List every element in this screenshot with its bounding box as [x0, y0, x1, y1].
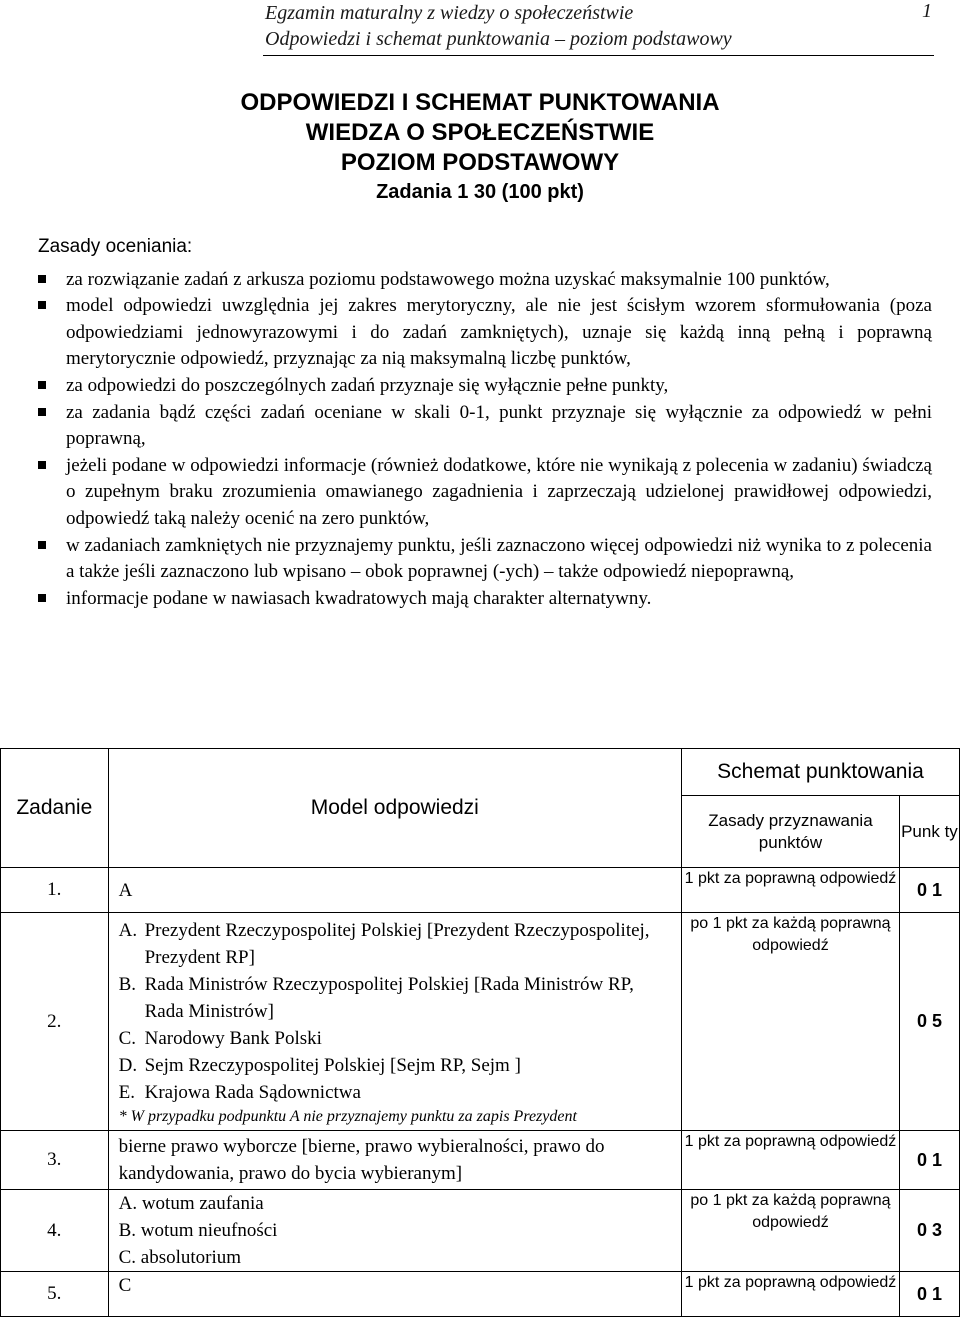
- page-number: 1: [922, 0, 932, 22]
- answers-table: [0, 748, 960, 1317]
- points-range: 0 5: [899, 913, 959, 1131]
- task-number: 4.: [1, 1190, 109, 1272]
- answer-option: B. Rada Ministrów Rzeczypospolitej Polskiej [Rada Ministrów RP, Rada Ministrów]: [118, 974, 634, 1022]
- scoring-rule: po 1 pkt za każdą poprawną odpowiedź: [682, 1190, 900, 1272]
- points-range: 0 1: [899, 1272, 959, 1317]
- answer-option: A. Prezydent Rzeczypospolitej Polskiej [Prezydent Rzeczypospolitej, Prezydent RP]: [118, 920, 650, 968]
- square-bullet-icon: [38, 381, 46, 389]
- table-row: [1, 1190, 960, 1272]
- rule-item: za zadania bądź części zadań oceniane w skali 0-1, punkt przyznaje się wyłącznie za odpowiedź w pełni poprawną,: [38, 400, 932, 453]
- level-title: POZIOM PODSTAWOWY: [340, 149, 620, 176]
- tasks-range: Zadania 1 30 (100 pkt): [376, 181, 584, 203]
- table-row: [1, 1131, 960, 1190]
- rules-heading: Zasady oceniania:: [38, 236, 193, 257]
- model-answer: A: [118, 879, 133, 901]
- answer-option: D. Sejm Rzeczypospolitej Polskiej [Sejm RP, Sejm ]: [118, 1055, 521, 1076]
- scoring-rule: po 1 pkt za każdą poprawną odpowiedź: [682, 913, 900, 1131]
- header-zasady: Zasady przyznawania punktów: [682, 796, 900, 868]
- header-exam-title: Egzamin maturalny z wiedzy o społeczeństwie: [265, 2, 634, 24]
- task-number: 1.: [1, 868, 109, 913]
- header-punkty: Punk ty: [899, 796, 959, 868]
- square-bullet-icon: [38, 301, 46, 309]
- square-bullet-icon: [38, 594, 46, 602]
- model-answer: C: [118, 1275, 132, 1296]
- scoring-rule: 1 pkt za poprawną odpowiedź: [682, 1131, 900, 1190]
- answer-option: C. Narodowy Bank Polski: [118, 1028, 322, 1049]
- scoring-rule: 1 pkt za poprawną odpowiedź: [682, 868, 900, 913]
- task-number: 5.: [1, 1272, 109, 1317]
- scoring-rule: 1 pkt za poprawną odpowiedź: [682, 1272, 900, 1317]
- task-number: 3.: [1, 1131, 109, 1190]
- header-model: Model odpowiedzi: [108, 749, 681, 868]
- square-bullet-icon: [38, 461, 46, 469]
- page-header: [0, 0, 960, 58]
- table-row: [1, 913, 960, 1131]
- table-row: [1, 868, 960, 913]
- rule-item: informacje podane w nawiasach kwadratowych mają charakter alternatywny.: [38, 586, 932, 613]
- rule-item: za rozwiązanie zadań z arkusza poziomu podstawowego można uzyskać maksymalnie 100 punktów,: [38, 267, 932, 294]
- table-row: [1, 1272, 960, 1317]
- rule-item: jeżeli podane w odpowiedzi informacje (również dodatkowe, które nie wynikają z polecenia w zadaniu) świadczą o zupełnym braku zrozumienia omawianego zagadnienia i zaprzeczają udzielonej prawidłowej odpowiedzi, odpowiedź taką należy ocenić na zero punktów,: [38, 453, 932, 533]
- main-title: ODPOWIEDZI I SCHEMAT PUNKTOWANIA: [240, 89, 720, 116]
- model-answer: A. wotum zaufania: [118, 1193, 264, 1214]
- header-divider: [263, 55, 934, 56]
- answer-option: E. Krajowa Rada Sądownictwa: [118, 1082, 361, 1103]
- rule-item: model odpowiedzi uwzględnia jej zakres merytoryczny, ale nie jest ścisłym wzorem sformułowania (poza odpowiedziami jednowyrazowymi i do zadań zamkniętych), uznaje się każdą inną pełną i poprawną merytorycznie odpowiedź, przyznając za nią maksymalną liczbę punktów,: [38, 293, 932, 373]
- points-range: 0 1: [899, 1131, 959, 1190]
- points-range: 0 3: [899, 1190, 959, 1272]
- rule-item: za odpowiedzi do poszczególnych zadań przyznaje się wyłącznie pełne punkty,: [38, 373, 932, 400]
- header-schemat: Schemat punktowania: [682, 749, 960, 796]
- model-answer: C. absolutorium: [118, 1247, 242, 1268]
- table-header-row: [1, 749, 960, 796]
- square-bullet-icon: [38, 541, 46, 549]
- document-titles: [0, 88, 960, 206]
- header-zadanie: Zadanie: [1, 749, 109, 868]
- grading-rules: [38, 234, 932, 612]
- points-range: 0 1: [899, 868, 959, 913]
- model-answer: B. wotum nieufności: [118, 1220, 278, 1241]
- square-bullet-icon: [38, 408, 46, 416]
- model-answer: bierne prawo wyborcze [bierne, prawo wybieralności, prawo do kandydowania, prawo do bycia wybieranym]: [118, 1136, 605, 1184]
- task-number: 2.: [1, 913, 109, 1131]
- subject-title: WIEDZA O SPOŁECZEŃSTWIE: [305, 119, 655, 146]
- scoring-note: * W przypadku podpunktu A nie przyznajemy punktu za zapis Prezydent: [118, 1108, 577, 1125]
- header-subtitle: Odpowiedzi i schemat punktowania – poziom podstawowy: [265, 28, 732, 50]
- square-bullet-icon: [38, 275, 46, 283]
- rule-item: w zadaniach zamkniętych nie przyznajemy punktu, jeśli zaznaczono więcej odpowiedzi niż wynika to z polecenia a także jeśli zaznaczono lub wpisano – obok poprawnej (-ych) – także odpowiedź niepoprawną,: [38, 533, 932, 586]
